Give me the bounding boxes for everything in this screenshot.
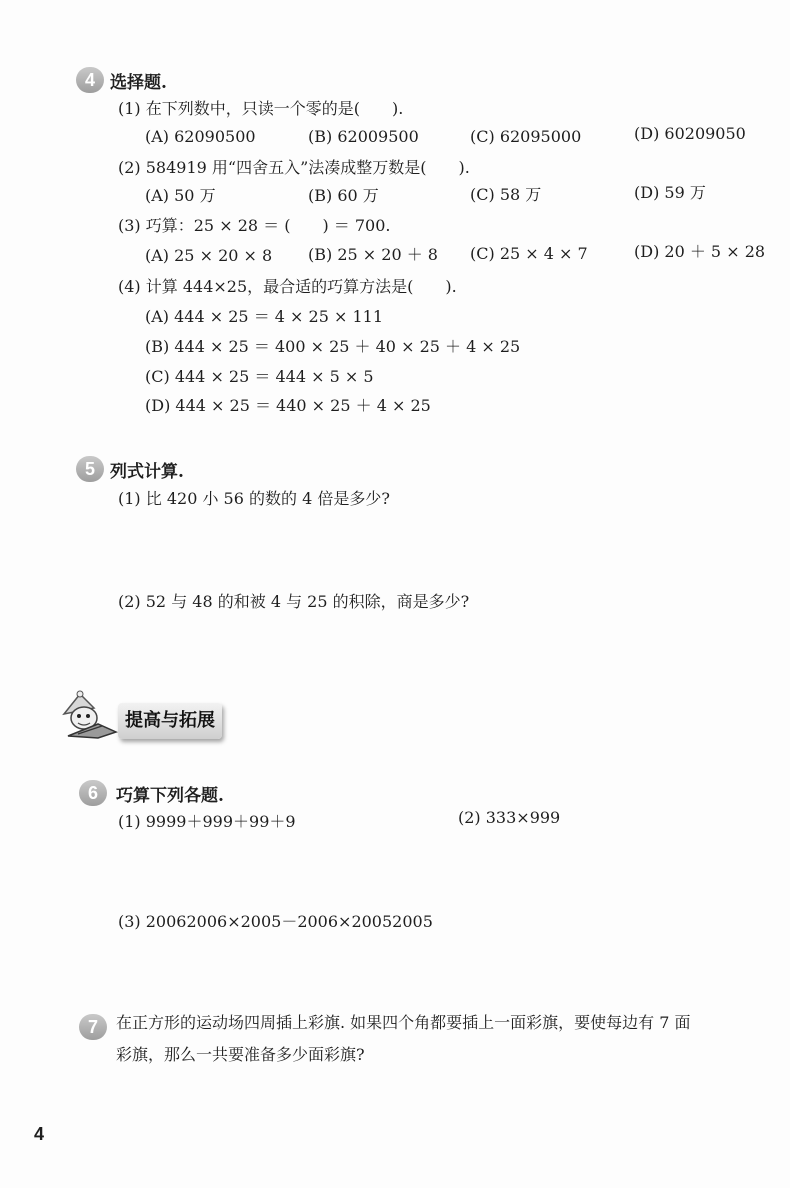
q4-item-4-option-a: (A) 444 × 25 ＝ 4 × 25 × 111	[145, 307, 384, 326]
q4-item-2-option-b: (B) 60 万	[308, 186, 379, 205]
section-title: 提高与拓展	[125, 710, 215, 731]
q6-item-3: (3) 20062006×2005－2006×20052005	[118, 912, 433, 931]
question-5-title: 列式计算.	[110, 462, 184, 482]
q4-item-3-option-c: (C) 25 × 4 × 7	[470, 244, 588, 263]
q4-item-2-option-c: (C) 58 万	[470, 185, 542, 204]
q4-item-2-option-d: (D) 59 万	[634, 183, 706, 202]
q4-item-4-option-b: (B) 444 × 25 ＝ 400 × 25 ＋ 40 × 25 ＋ 4 × 25	[145, 337, 521, 356]
q4-item-2-stem: (2) 584919 用“四舍五入”法凑成整万数是( ).	[118, 158, 470, 177]
question-6-title: 巧算下列各题.	[116, 786, 224, 806]
q4-item-1-option-a: (A) 62090500	[145, 127, 256, 146]
q4-item-3-stem: (3) 巧算：25 × 28 ＝ ( ) ＝ 700.	[118, 216, 391, 235]
q7-text-line-1: 在正方形的运动场四周插上彩旗. 如果四个角都要插上一面彩旗，要使每边有 7 面	[116, 1013, 691, 1032]
q7-text-line-2: 彩旗，那么一共要准备多少面彩旗?	[116, 1045, 365, 1064]
q5-item-1: (1) 比 420 小 56 的数的 4 倍是多少?	[118, 489, 390, 508]
q4-item-1-stem: (1) 在下列数中，只读一个零的是( ).	[118, 99, 404, 118]
question-number-badge-5: 5	[76, 456, 104, 482]
q4-item-3-option-b: (B) 25 × 20 ＋ 8	[308, 245, 438, 264]
q4-item-4-option-d: (D) 444 × 25 ＝ 440 × 25 ＋ 4 × 25	[145, 396, 431, 415]
q4-item-4-stem: (4) 计算 444×25，最合适的巧算方法是( ).	[118, 277, 457, 296]
q4-item-2-option-a: (A) 50 万	[145, 186, 216, 205]
q5-item-2: (2) 52 与 48 的和被 4 与 25 的积除，商是多少?	[118, 592, 470, 611]
q6-item-1: (1) 9999＋999＋99＋9	[118, 812, 296, 831]
q4-item-1-option-b: (B) 62009500	[308, 127, 419, 146]
q4-item-4-option-c: (C) 444 × 25 ＝ 444 × 5 × 5	[145, 367, 374, 386]
question-number-badge-4: 4	[76, 67, 104, 93]
q6-item-2: (2) 333×999	[458, 808, 561, 827]
q4-item-3-option-d: (D) 20 ＋ 5 × 28	[634, 242, 766, 261]
q4-item-3-option-a: (A) 25 × 20 × 8	[145, 246, 273, 265]
section-banner	[118, 703, 222, 739]
page-number: 4	[34, 1124, 45, 1144]
q4-item-1-option-c: (C) 62095000	[470, 127, 582, 146]
question-number-badge-7: 7	[79, 1014, 107, 1040]
question-4-title: 选择题.	[110, 73, 167, 93]
question-number-badge-6: 6	[79, 780, 107, 806]
mascot-icon	[58, 688, 122, 740]
q4-item-1-option-d: (D) 60209050	[634, 124, 746, 143]
